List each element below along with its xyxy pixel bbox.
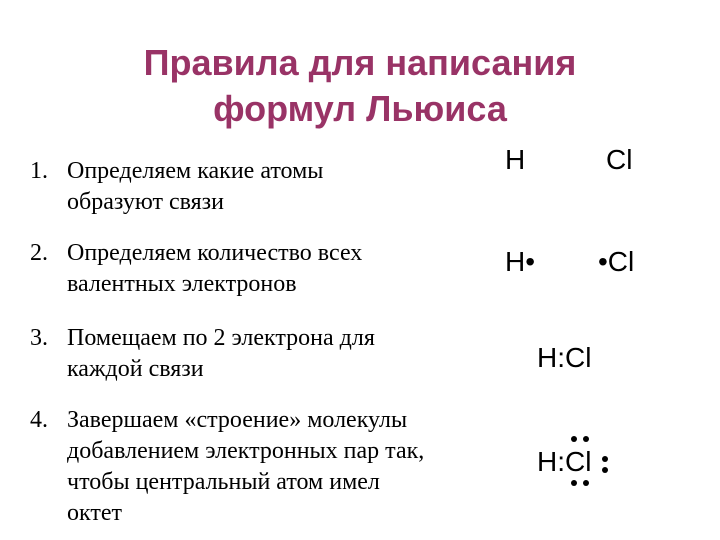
step-line: Определяем количество всех: [67, 240, 363, 266]
formula-step1-cl: Cl: [606, 144, 633, 175]
lone-pair-dot: [571, 480, 577, 486]
step-line: чтобы центральный атом имел: [67, 469, 380, 495]
formula-step1-h: H: [505, 144, 526, 175]
step-line: октет: [67, 500, 122, 526]
lone-pair-dot: [583, 436, 589, 442]
step-number: 1.: [30, 158, 48, 184]
step-line: Определяем какие атомы: [67, 158, 324, 184]
lone-pair-dot: [602, 467, 608, 473]
slide-title: [0, 40, 720, 132]
title-line-1: Правила для написания: [143, 42, 577, 83]
step-line: добавлением электронных пар так,: [67, 438, 425, 464]
step-text: [67, 238, 507, 300]
step-line: валентных электронов: [67, 271, 297, 297]
formula-step2-cl: •Cl: [598, 246, 635, 277]
lone-pair-dot: [571, 436, 577, 442]
step-line: каждой связи: [67, 356, 204, 382]
step-line: образуют связи: [67, 189, 224, 215]
formula-step2-h: H•: [505, 246, 536, 277]
step-text: [67, 323, 507, 385]
step-text: [67, 156, 507, 218]
step-text: [67, 405, 507, 529]
step-number: 4.: [30, 407, 48, 433]
title-line-2: формул Льюиса: [213, 88, 507, 129]
step-line: Помещаем по 2 электрона для: [67, 325, 375, 351]
formula-step3-hcl: H:Cl: [537, 342, 592, 373]
step-number: 3.: [30, 325, 48, 351]
lone-pair-dot: [602, 456, 608, 462]
lone-pair-dot: [583, 480, 589, 486]
formula-step4-hcl: H:Cl: [537, 446, 592, 477]
step-line: Завершаем «строение» молекулы: [67, 407, 408, 433]
step-number: 2.: [30, 240, 48, 266]
